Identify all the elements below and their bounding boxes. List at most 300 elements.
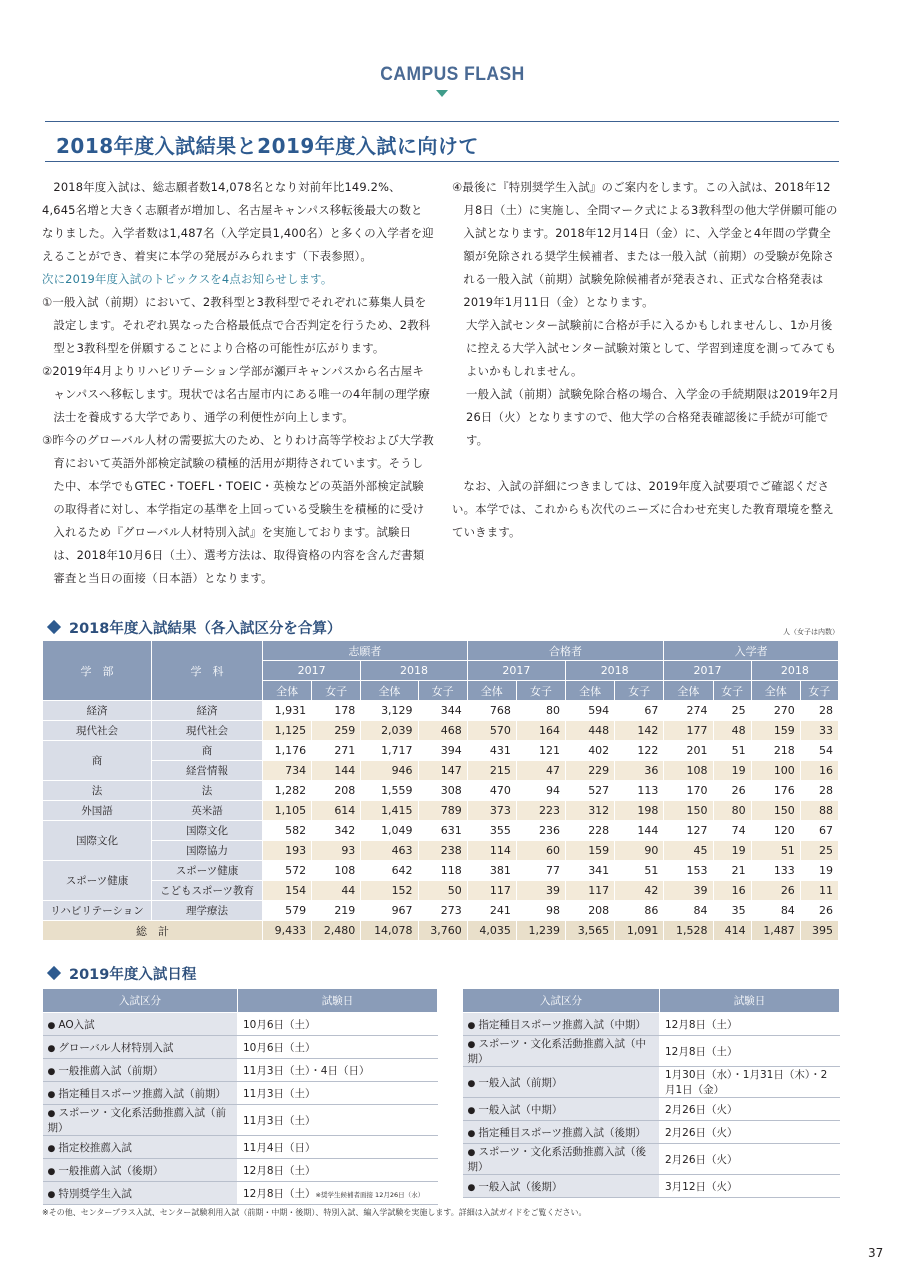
value-cell: 108 bbox=[664, 761, 713, 781]
schedule-heading bbox=[45, 963, 196, 984]
value-cell: 48 bbox=[713, 721, 751, 741]
schedule-date bbox=[660, 1144, 840, 1175]
value-cell: 178 bbox=[312, 701, 361, 721]
schedule-table-left bbox=[42, 988, 438, 1205]
schedule-date bbox=[238, 1136, 438, 1159]
paragraph: 次に2019年度入試のトピックスを4点お知らせします。 bbox=[42, 272, 333, 286]
value-cell: 312 bbox=[566, 801, 615, 821]
value-cell: 122 bbox=[615, 741, 664, 761]
value-cell: 1,415 bbox=[361, 801, 418, 821]
article-right-column bbox=[452, 176, 840, 544]
total-cell: 2,480 bbox=[312, 921, 361, 941]
value-cell: 44 bbox=[312, 881, 361, 901]
schedule-date-text: 12月8日（土） bbox=[665, 1045, 738, 1058]
value-cell: 51 bbox=[713, 741, 751, 761]
schedule-date bbox=[238, 1036, 438, 1059]
sub-header: 全体 bbox=[263, 681, 312, 701]
value-cell: 16 bbox=[800, 761, 838, 781]
unit-note: 人（女子は内数） bbox=[783, 628, 839, 636]
total-cell: 14,078 bbox=[361, 921, 418, 941]
footnote: ※その他、センタープラス入試、センター試験利用入試（前期・中期・後期）、特別入試、編入学試験を実施します。詳細は入試ガイドをご覧ください。 bbox=[42, 1208, 587, 1217]
total-cell: 4,035 bbox=[467, 921, 516, 941]
schedule-kind-text: 一般推薦入試（前期） bbox=[58, 1064, 164, 1077]
value-cell: 153 bbox=[664, 861, 713, 881]
value-cell: 113 bbox=[615, 781, 664, 801]
schedule-kind bbox=[463, 1013, 660, 1036]
value-cell: 177 bbox=[664, 721, 713, 741]
value-cell: 28 bbox=[800, 781, 838, 801]
major-cell: スポーツ健康 bbox=[152, 861, 263, 881]
value-cell: 144 bbox=[312, 761, 361, 781]
value-cell: 570 bbox=[467, 721, 516, 741]
value-cell: 308 bbox=[418, 781, 467, 801]
schedule-date bbox=[660, 1067, 840, 1098]
paragraph bbox=[452, 452, 840, 475]
value-cell: 150 bbox=[751, 801, 800, 821]
schedule-kind bbox=[463, 1121, 660, 1144]
value-cell: 219 bbox=[312, 901, 361, 921]
value-cell: 93 bbox=[312, 841, 361, 861]
value-cell: 28 bbox=[800, 701, 838, 721]
schedule-date bbox=[238, 1105, 438, 1136]
value-cell: 228 bbox=[566, 821, 615, 841]
table-row bbox=[43, 801, 839, 821]
value-cell: 768 bbox=[467, 701, 516, 721]
dept-cell: 現代社会 bbox=[43, 721, 152, 741]
dept-cell: 法 bbox=[43, 781, 152, 801]
value-cell: 74 bbox=[713, 821, 751, 841]
bullet-icon: ● bbox=[47, 1089, 56, 1100]
schedule-date-text: 2月26日（火） bbox=[665, 1126, 738, 1139]
value-cell: 19 bbox=[713, 761, 751, 781]
paragraph: なお、入試の詳細につきましては、2019年度入試要項でご確認ください。本学では、これからも次代のニーズに合わせ充実した教育環境を整えていきます。 bbox=[452, 479, 834, 539]
schedule-date-text: 12月8日（土） bbox=[665, 1018, 738, 1031]
schedule-kind bbox=[43, 1059, 238, 1082]
value-cell: 373 bbox=[467, 801, 516, 821]
value-cell: 117 bbox=[467, 881, 516, 901]
table-row bbox=[43, 841, 839, 861]
value-cell: 33 bbox=[800, 721, 838, 741]
dept-cell: リハビリテーション bbox=[43, 901, 152, 921]
schedule-date-text: 10月6日（土） bbox=[243, 1018, 316, 1031]
dept-cell: 国際文化 bbox=[43, 821, 152, 861]
value-cell: 77 bbox=[516, 861, 565, 881]
value-cell: 1,125 bbox=[263, 721, 312, 741]
value-cell: 133 bbox=[751, 861, 800, 881]
value-cell: 100 bbox=[751, 761, 800, 781]
value-cell: 946 bbox=[361, 761, 418, 781]
bullet-icon: ● bbox=[47, 1043, 56, 1054]
value-cell: 147 bbox=[418, 761, 467, 781]
year-header: 2018 bbox=[566, 661, 664, 681]
value-cell: 170 bbox=[664, 781, 713, 801]
value-cell: 21 bbox=[713, 861, 751, 881]
schedule-kind bbox=[43, 1105, 238, 1136]
value-cell: 734 bbox=[263, 761, 312, 781]
schedule-heading-text: 2019年度入試日程 bbox=[69, 967, 197, 983]
value-cell: 164 bbox=[516, 721, 565, 741]
value-cell: 1,282 bbox=[263, 781, 312, 801]
date-header: 試験日 bbox=[660, 989, 840, 1013]
table-row bbox=[43, 781, 839, 801]
schedule-row bbox=[463, 1121, 840, 1144]
major-cell: 英米語 bbox=[152, 801, 263, 821]
dept-cell: 経済 bbox=[43, 701, 152, 721]
schedule-row bbox=[463, 1036, 840, 1067]
value-cell: 114 bbox=[467, 841, 516, 861]
value-cell: 90 bbox=[615, 841, 664, 861]
table-row bbox=[43, 721, 839, 741]
table-row bbox=[43, 901, 839, 921]
major-cell: 国際協力 bbox=[152, 841, 263, 861]
value-cell: 39 bbox=[664, 881, 713, 901]
schedule-date bbox=[238, 1013, 438, 1036]
value-cell: 86 bbox=[615, 901, 664, 921]
total-cell: 1,239 bbox=[516, 921, 565, 941]
schedule-row bbox=[43, 1182, 438, 1205]
schedule-kind-text: 指定種目スポーツ推薦入試（後期） bbox=[478, 1126, 646, 1139]
schedule-kind-text: グローバル人材特別入試 bbox=[58, 1041, 174, 1054]
group-header: 志願者 bbox=[263, 641, 468, 661]
value-cell: 223 bbox=[516, 801, 565, 821]
major-cell: 経済 bbox=[152, 701, 263, 721]
value-cell: 229 bbox=[566, 761, 615, 781]
value-cell: 2,039 bbox=[361, 721, 418, 741]
total-cell: 414 bbox=[713, 921, 751, 941]
value-cell: 642 bbox=[361, 861, 418, 881]
schedule-date bbox=[660, 1098, 840, 1121]
value-cell: 159 bbox=[751, 721, 800, 741]
value-cell: 36 bbox=[615, 761, 664, 781]
value-cell: 270 bbox=[751, 701, 800, 721]
value-cell: 3,129 bbox=[361, 701, 418, 721]
schedule-date-text: 3月12日（火） bbox=[665, 1180, 738, 1193]
schedule-date-text: 2月26日（火） bbox=[665, 1103, 738, 1116]
total-cell: 1,091 bbox=[615, 921, 664, 941]
schedule-kind-text: AO入試 bbox=[58, 1018, 95, 1031]
value-cell: 259 bbox=[312, 721, 361, 741]
sub-header: 女子 bbox=[516, 681, 565, 701]
diamond-icon bbox=[47, 966, 61, 980]
value-cell: 215 bbox=[467, 761, 516, 781]
value-cell: 60 bbox=[516, 841, 565, 861]
bullet-icon: ● bbox=[467, 1105, 476, 1116]
value-cell: 150 bbox=[664, 801, 713, 821]
value-cell: 108 bbox=[312, 861, 361, 881]
value-cell: 152 bbox=[361, 881, 418, 901]
year-header: 2017 bbox=[263, 661, 361, 681]
value-cell: 1,176 bbox=[263, 741, 312, 761]
paragraph: ③昨今のグローバル人材の需要拡大のため、とりわけ高等学校および大学教育において英語外部検定試験の積極的活用が期待されています。そうした中、本学でもGTEC・TOEFL・TOEIC・英検などの英語外部検定試験の取得者に対し、本学指定の基準を上回っている受験生を積極的に受け入れるため『グローバル人材特別入試』を実施しております。試験日は、2018年10月6日（土）、選考方法は、取得資格の内容を含んだ書類審査と当日の面接（日本語）となります。 bbox=[42, 433, 434, 585]
schedule-date-text: 2月26日（火） bbox=[665, 1153, 738, 1166]
schedule-row bbox=[43, 1013, 438, 1036]
total-label: 総 計 bbox=[43, 921, 263, 941]
table-row bbox=[43, 881, 839, 901]
sub-header: 女子 bbox=[312, 681, 361, 701]
schedule-date bbox=[660, 1175, 840, 1198]
page-title: 2018年度入試結果と2019年度入試に向けて bbox=[56, 134, 479, 158]
table-row bbox=[43, 741, 839, 761]
value-cell: 26 bbox=[751, 881, 800, 901]
schedule-kind bbox=[43, 1013, 238, 1036]
value-cell: 193 bbox=[263, 841, 312, 861]
value-cell: 159 bbox=[566, 841, 615, 861]
schedule-date-text: 12月8日（土） bbox=[243, 1187, 316, 1200]
schedule-date-text: 11月4日（日） bbox=[243, 1141, 316, 1154]
schedule-row bbox=[43, 1036, 438, 1059]
schedule-date bbox=[238, 1059, 438, 1082]
value-cell: 241 bbox=[467, 901, 516, 921]
value-cell: 54 bbox=[800, 741, 838, 761]
schedule-row bbox=[43, 1059, 438, 1082]
major-header: 学 科 bbox=[152, 641, 263, 701]
schedule-date bbox=[238, 1082, 438, 1105]
diamond-icon bbox=[47, 620, 61, 634]
value-cell: 582 bbox=[263, 821, 312, 841]
value-cell: 572 bbox=[263, 861, 312, 881]
campus-flash-brand: CAMPUS FLASH bbox=[380, 64, 525, 85]
value-cell: 614 bbox=[312, 801, 361, 821]
schedule-date-note: ※奨学生候補者面接 12月26日（水） bbox=[315, 1190, 425, 1199]
bullet-icon: ● bbox=[47, 1166, 56, 1177]
schedule-kind bbox=[43, 1082, 238, 1105]
value-cell: 118 bbox=[418, 861, 467, 881]
bullet-icon: ● bbox=[47, 1189, 56, 1200]
major-cell: こどもスポーツ教育 bbox=[152, 881, 263, 901]
schedule-row bbox=[463, 1013, 840, 1036]
sub-header: 全体 bbox=[664, 681, 713, 701]
sub-header: 女子 bbox=[418, 681, 467, 701]
value-cell: 470 bbox=[467, 781, 516, 801]
value-cell: 594 bbox=[566, 701, 615, 721]
year-header: 2017 bbox=[467, 661, 565, 681]
value-cell: 967 bbox=[361, 901, 418, 921]
total-cell: 3,565 bbox=[566, 921, 615, 941]
value-cell: 45 bbox=[664, 841, 713, 861]
value-cell: 120 bbox=[751, 821, 800, 841]
value-cell: 448 bbox=[566, 721, 615, 741]
major-cell: 理学療法 bbox=[152, 901, 263, 921]
paragraph: ④最後に『特別奨学生入試』のご案内をします。この入試は、2018年12月8日（土）に実施し、全問マーク式による3教科型の他大学併願可能の入試となります。2018年12月14日（金）に、入学金と4年間の学費全額が免除される奨学生候補者、または一般入試（前期）の受験が免除される一般入試（前期）試験免除候補者が発表され、正式な合格発表は2019年1月11日（金）となります。 bbox=[452, 180, 838, 309]
title-top-rule bbox=[45, 121, 839, 122]
schedule-kind-text: 特別奨学生入試 bbox=[58, 1187, 132, 1200]
schedule-table-right bbox=[462, 988, 840, 1198]
article-left-column bbox=[42, 176, 434, 590]
schedule-row bbox=[43, 1082, 438, 1105]
value-cell: 342 bbox=[312, 821, 361, 841]
schedule-header-row bbox=[463, 989, 840, 1013]
value-cell: 121 bbox=[516, 741, 565, 761]
schedule-date-text: 10月6日（土） bbox=[243, 1041, 316, 1054]
bullet-icon: ● bbox=[47, 1109, 56, 1119]
total-cell: 1,528 bbox=[664, 921, 713, 941]
schedule-kind bbox=[463, 1144, 660, 1175]
dept-header: 学 部 bbox=[43, 641, 152, 701]
bullet-icon: ● bbox=[47, 1143, 56, 1154]
value-cell: 144 bbox=[615, 821, 664, 841]
schedule-kind-text: 指定種目スポーツ推薦入試（前期） bbox=[58, 1087, 226, 1100]
schedule-date-text: 1月30日（水）・1月31日（木）・2月1日（金） bbox=[665, 1069, 828, 1096]
value-cell: 236 bbox=[516, 821, 565, 841]
results-heading bbox=[45, 617, 341, 638]
header-row bbox=[43, 641, 839, 661]
paragraph: 2018年度入試は、総志願者数14,078名となり対前年比149.2%、4,645名増と大きく志願者が増加し、名古屋キャンパス移転後最大の数となりました。入学者数は1,487名（入学定員1,400名）と多くの入学者を迎えることができ、着実に本学の発展がみられます（下表参照）。 bbox=[42, 180, 434, 263]
total-cell: 395 bbox=[800, 921, 838, 941]
value-cell: 1,717 bbox=[361, 741, 418, 761]
group-header: 合格者 bbox=[467, 641, 664, 661]
schedule-kind-text: 一般推薦入試（後期） bbox=[58, 1164, 164, 1177]
value-cell: 25 bbox=[713, 701, 751, 721]
schedule-date bbox=[238, 1182, 438, 1205]
results-heading-text: 2018年度入試結果（各入試区分を合算） bbox=[69, 621, 342, 637]
paragraph: 大学入試センター試験前に合格が手に入るかもしれませんし、1か月後に控える大学入試センター試験対策として、学習到達度を測ってみてもよいかもしれません。 bbox=[466, 318, 837, 378]
sub-header: 女子 bbox=[800, 681, 838, 701]
value-cell: 176 bbox=[751, 781, 800, 801]
value-cell: 341 bbox=[566, 861, 615, 881]
schedule-date bbox=[660, 1013, 840, 1036]
schedule-kind-text: 一般入試（後期） bbox=[478, 1180, 563, 1193]
schedule-kind bbox=[463, 1067, 660, 1098]
value-cell: 47 bbox=[516, 761, 565, 781]
value-cell: 67 bbox=[800, 821, 838, 841]
table-row bbox=[43, 821, 839, 841]
table-row bbox=[43, 861, 839, 881]
schedule-date bbox=[238, 1159, 438, 1182]
sub-header: 全体 bbox=[467, 681, 516, 701]
year-header: 2018 bbox=[361, 661, 467, 681]
value-cell: 468 bbox=[418, 721, 467, 741]
value-cell: 117 bbox=[566, 881, 615, 901]
value-cell: 355 bbox=[467, 821, 516, 841]
value-cell: 84 bbox=[664, 901, 713, 921]
value-cell: 527 bbox=[566, 781, 615, 801]
value-cell: 35 bbox=[713, 901, 751, 921]
value-cell: 127 bbox=[664, 821, 713, 841]
schedule-kind-text: スポーツ・文化系活動推薦入試（後期） bbox=[467, 1146, 646, 1173]
schedule-date bbox=[660, 1121, 840, 1144]
schedule-kind-text: 指定種目スポーツ推薦入試（中期） bbox=[478, 1018, 646, 1031]
paragraph: ①一般入試（前期）において、2教科型と3教科型でそれぞれに募集人員を設定します。それぞれ異なった合格最低点で合否判定を行うため、2教科型と3教科型を併願することにより合格の可能性が広がります。 bbox=[42, 295, 431, 355]
table-row bbox=[43, 701, 839, 721]
value-cell: 19 bbox=[713, 841, 751, 861]
schedule-row bbox=[43, 1159, 438, 1182]
value-cell: 50 bbox=[418, 881, 467, 901]
total-cell: 1,487 bbox=[751, 921, 800, 941]
year-header: 2018 bbox=[751, 661, 838, 681]
major-cell: 商 bbox=[152, 741, 263, 761]
value-cell: 16 bbox=[713, 881, 751, 901]
bullet-icon: ● bbox=[467, 1040, 476, 1050]
schedule-header-row bbox=[43, 989, 438, 1013]
total-cell: 3,760 bbox=[418, 921, 467, 941]
schedule-kind bbox=[463, 1098, 660, 1121]
value-cell: 42 bbox=[615, 881, 664, 901]
sub-header: 全体 bbox=[751, 681, 800, 701]
value-cell: 1,049 bbox=[361, 821, 418, 841]
schedule-date bbox=[660, 1036, 840, 1067]
value-cell: 88 bbox=[800, 801, 838, 821]
value-cell: 381 bbox=[467, 861, 516, 881]
bullet-icon: ● bbox=[467, 1078, 476, 1089]
results-table bbox=[42, 640, 839, 941]
title-bottom-rule bbox=[45, 161, 839, 162]
schedule-kind bbox=[43, 1159, 238, 1182]
value-cell: 198 bbox=[615, 801, 664, 821]
value-cell: 218 bbox=[751, 741, 800, 761]
value-cell: 1,559 bbox=[361, 781, 418, 801]
group-header: 入学者 bbox=[664, 641, 839, 661]
bullet-icon: ● bbox=[467, 1182, 476, 1193]
schedule-kind bbox=[43, 1136, 238, 1159]
schedule-row bbox=[463, 1144, 840, 1175]
schedule-kind bbox=[43, 1036, 238, 1059]
bullet-icon: ● bbox=[47, 1020, 56, 1031]
dept-cell: スポーツ健康 bbox=[43, 861, 152, 901]
sub-header: 全体 bbox=[361, 681, 418, 701]
schedule-kind-text: 一般入試（中期） bbox=[478, 1103, 563, 1116]
schedule-row bbox=[463, 1067, 840, 1098]
schedule-kind bbox=[463, 1175, 660, 1198]
bullet-icon: ● bbox=[47, 1066, 56, 1077]
major-cell: 経営情報 bbox=[152, 761, 263, 781]
value-cell: 238 bbox=[418, 841, 467, 861]
schedule-row bbox=[43, 1136, 438, 1159]
value-cell: 142 bbox=[615, 721, 664, 741]
major-cell: 法 bbox=[152, 781, 263, 801]
schedule-date-text: 11月3日（土） bbox=[243, 1114, 316, 1127]
sub-header: 女子 bbox=[615, 681, 664, 701]
value-cell: 271 bbox=[312, 741, 361, 761]
sub-header: 全体 bbox=[566, 681, 615, 701]
value-cell: 201 bbox=[664, 741, 713, 761]
value-cell: 51 bbox=[615, 861, 664, 881]
value-cell: 402 bbox=[566, 741, 615, 761]
schedule-kind-text: スポーツ・文化系活動推薦入試（前期） bbox=[47, 1107, 226, 1134]
value-cell: 394 bbox=[418, 741, 467, 761]
bullet-icon: ● bbox=[467, 1020, 476, 1031]
bullet-icon: ● bbox=[467, 1148, 476, 1158]
schedule-row bbox=[463, 1175, 840, 1198]
table-row bbox=[43, 761, 839, 781]
date-header: 試験日 bbox=[238, 989, 438, 1013]
schedule-kind bbox=[43, 1182, 238, 1205]
value-cell: 431 bbox=[467, 741, 516, 761]
major-cell: 現代社会 bbox=[152, 721, 263, 741]
value-cell: 1,931 bbox=[263, 701, 312, 721]
value-cell: 463 bbox=[361, 841, 418, 861]
total-row bbox=[43, 921, 839, 941]
value-cell: 631 bbox=[418, 821, 467, 841]
schedule-kind bbox=[463, 1036, 660, 1067]
value-cell: 579 bbox=[263, 901, 312, 921]
value-cell: 26 bbox=[713, 781, 751, 801]
value-cell: 39 bbox=[516, 881, 565, 901]
schedule-kind-text: 一般入試（前期） bbox=[478, 1076, 563, 1089]
value-cell: 67 bbox=[615, 701, 664, 721]
value-cell: 154 bbox=[263, 881, 312, 901]
value-cell: 80 bbox=[516, 701, 565, 721]
schedule-date-text: 11月3日（土） bbox=[243, 1087, 316, 1100]
value-cell: 11 bbox=[800, 881, 838, 901]
schedule-date-text: 12月8日（土） bbox=[243, 1164, 316, 1177]
value-cell: 25 bbox=[800, 841, 838, 861]
value-cell: 208 bbox=[312, 781, 361, 801]
year-header: 2017 bbox=[664, 661, 751, 681]
value-cell: 51 bbox=[751, 841, 800, 861]
value-cell: 1,105 bbox=[263, 801, 312, 821]
down-triangle-icon bbox=[436, 90, 448, 97]
dept-cell: 外国語 bbox=[43, 801, 152, 821]
